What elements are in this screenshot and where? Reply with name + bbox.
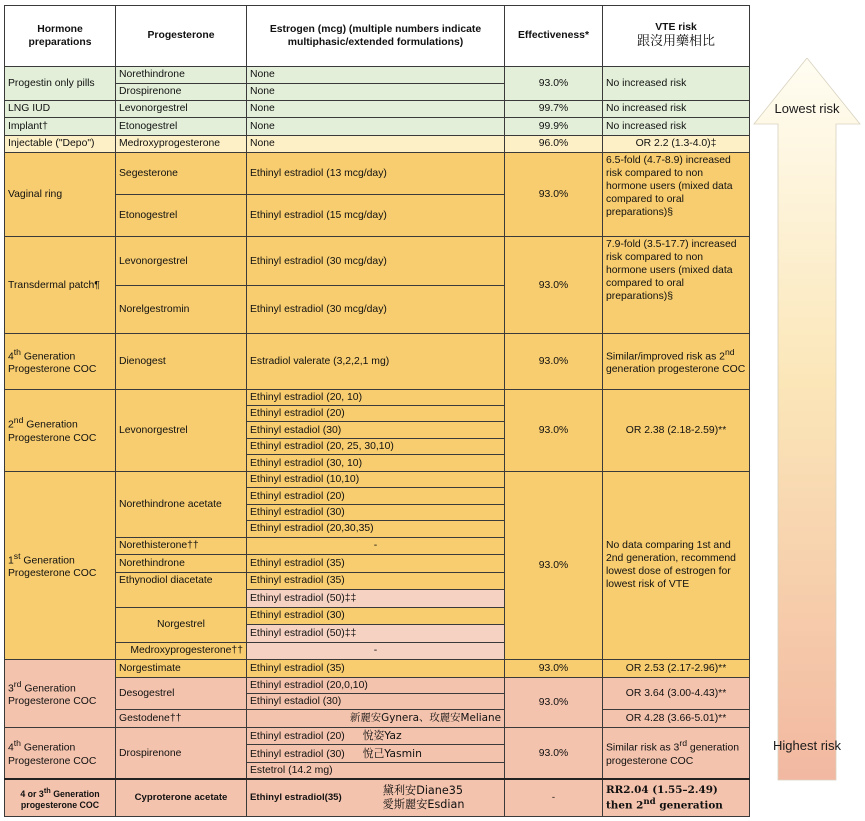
gen-suffix: st — [13, 550, 21, 561]
header-preparations: Hormone preparations — [5, 6, 116, 67]
est-cell: Ethinyl estradiol (10,10) — [247, 471, 505, 487]
est-cell: Estradiol valerate (3,2,2,1 mg) — [247, 334, 505, 390]
est-cell: Ethinyl estradiol (50)‡‡ — [247, 625, 505, 642]
gen-suffix: rd — [13, 678, 22, 689]
gen-number: 1 — [8, 555, 14, 567]
vte-cell: No increased risk — [603, 118, 750, 135]
prog-cell: Segesterone — [116, 153, 247, 195]
gen-label: Generation Progesterone COC — [8, 742, 97, 767]
est-cell: Ethinyl estradiol (50)‡‡ — [247, 590, 505, 607]
vte-cell: 7.9-fold (3.5-17.7) increased risk compared to non hormone users (mixed data compared to oral preparations)§ — [603, 237, 750, 334]
est-text: Ethinyl estradiol (30) — [250, 748, 345, 760]
prog-cell: Levonorgestrel — [116, 100, 247, 117]
prep-cell — [5, 660, 116, 728]
est-cell: Ethinyl estradiol (20,0,10) — [247, 677, 505, 693]
lowest-risk-label: Lowest risk — [774, 101, 840, 116]
prog-cell: Norethindrone — [116, 66, 247, 83]
prep-cell — [5, 727, 116, 779]
contraception-vte-table — [4, 5, 750, 817]
prog-cell: Cyproterone acetate — [116, 779, 247, 816]
prog-cell: Norethindrone — [116, 555, 247, 572]
prog-cell: Drospirenone — [116, 727, 247, 779]
prog-cell: Drospirenone — [116, 84, 247, 100]
eff-cell: 96.0% — [505, 135, 603, 152]
gen-suffix: nd — [13, 415, 24, 426]
vte-cell — [603, 727, 750, 779]
est-cell: Ethinyl estradiol (30) — [247, 504, 505, 520]
arrow-shape — [754, 58, 860, 780]
prep-cell — [5, 389, 116, 471]
vte-cell: No increased risk — [603, 66, 750, 100]
prep-cell — [5, 779, 116, 816]
table-row — [5, 660, 750, 677]
vte-text: then 2 — [606, 799, 644, 812]
vte-cell: OR 2.38 (2.18-2.59)** — [603, 389, 750, 471]
header-vte — [603, 6, 750, 67]
prog-cell: Norgestimate — [116, 660, 247, 677]
header-vte-note: 跟沒用藥相比 — [636, 34, 715, 50]
vte-suffix: nd — [724, 346, 735, 357]
prep-cell: Transdermal patch¶ — [5, 237, 116, 334]
est-text: Ethinyl estradiol (20) — [250, 731, 345, 743]
prep-cell: Implant† — [5, 118, 116, 135]
header-effectiveness: Effectiveness* — [505, 6, 603, 67]
est-cell: None — [247, 66, 505, 83]
prog-cell: Levonorgestrel — [116, 389, 247, 471]
gen-number: 4 — [8, 742, 14, 754]
vte-cell — [603, 334, 750, 390]
est-cell: Ethinyl estradiol (20,30,35) — [247, 521, 505, 537]
gen-number: 4 — [8, 351, 14, 363]
prog-cell: Norelgestromin — [116, 285, 247, 333]
gen-label: Generation Progesterone COC — [8, 419, 97, 444]
table-row — [5, 389, 750, 405]
prog-cell: Desogestrel — [116, 677, 247, 710]
est-cell — [247, 745, 505, 762]
est-cell: Ethinyl estradiol (30) — [247, 607, 505, 624]
gen-number: 2 — [8, 419, 14, 431]
table-row — [5, 237, 750, 285]
est-cell: Ethinyl estradiol (35) — [247, 555, 505, 572]
table-row — [5, 471, 750, 487]
gen-label: Generation Progesterone COC — [8, 351, 97, 376]
est-cell: Ethinyl estradiol (13 mcg/day) — [247, 153, 505, 195]
eff-cell: 93.0% — [505, 66, 603, 100]
est-cell: None — [247, 118, 505, 135]
est-cell: None — [247, 135, 505, 152]
gen-label: Generation progesterone COC — [20, 788, 100, 810]
prep-cell: Vaginal ring — [5, 153, 116, 237]
vte-text — [606, 797, 746, 812]
prog-cell: Levonorgestrel — [116, 237, 247, 285]
est-cell: Ethinyl estadiol (30) — [247, 422, 505, 438]
eff-cell: 93.0% — [505, 660, 603, 677]
risk-gradient-arrow — [752, 58, 862, 788]
prog-cell: Medroxyprogesterone†† — [116, 642, 247, 659]
est-cell: Ethinyl estradiol (35) — [247, 660, 505, 677]
vte-text: Similar risk as 3 — [606, 742, 680, 754]
table-row — [5, 135, 750, 152]
vte-cell: OR 3.64 (3.00-4.43)** — [603, 677, 750, 710]
cpa-estrogen-layout — [250, 781, 501, 815]
eff-cell: 93.0% — [505, 389, 603, 471]
gen-suffix: th — [13, 738, 22, 749]
table-row — [5, 66, 750, 83]
prog-cell: Etonogestrel — [116, 195, 247, 237]
prog-cell: Norgestrel — [116, 607, 247, 642]
est-cell — [247, 727, 505, 744]
vte-cell: OR 4.28 (3.66-5.01)** — [603, 710, 750, 727]
prog-cell: Ethynodiol diacetate — [116, 572, 247, 607]
est-cell: Ethinyl estadiol (30) — [247, 693, 505, 709]
vte-cell: No increased risk — [603, 100, 750, 117]
eff-cell: 93.0% — [505, 237, 603, 334]
vte-text: generation progesterone COC — [606, 742, 740, 767]
prog-cell: Gestodene†† — [116, 710, 247, 727]
header-progesterone: Progesterone — [116, 6, 247, 67]
prep-cell: LNG IUD — [5, 100, 116, 117]
vte-text: generation — [655, 799, 723, 812]
est-cell: Ethinyl estradiol (20, 25, 30,10) — [247, 438, 505, 454]
brand-note: 悅姿Yaz — [362, 729, 402, 743]
vte-cell — [603, 779, 750, 816]
eff-cell: 99.9% — [505, 118, 603, 135]
est-cell: Ethinyl estradiol (35) — [247, 572, 505, 589]
gen-number: 3 — [8, 683, 14, 695]
brand-notes — [383, 781, 501, 815]
eff-cell: 93.0% — [505, 677, 603, 727]
est-text: Ethinyl estradiol(35) — [250, 792, 342, 804]
vte-cell: 6.5-fold (4.7-8.9) increased risk compared to non hormone users (mixed data compared to oral preparations)§ — [603, 153, 750, 237]
est-cell: None — [247, 84, 505, 100]
header-vte-label: VTE risk — [655, 22, 697, 34]
prog-cell: Etonogestrel — [116, 118, 247, 135]
eff-cell: 93.0% — [505, 153, 603, 237]
est-cell: - — [247, 642, 505, 659]
gen-suffix: th — [13, 346, 22, 357]
brand-note: 黛利安Diane35 — [382, 784, 463, 798]
header-estrogen: Estrogen (mcg) (multiple numbers indicate multiphasic/extended formulations) — [247, 6, 505, 67]
table-row — [5, 118, 750, 135]
vte-text: generation progesterone COC — [606, 364, 746, 376]
table-row — [5, 334, 750, 390]
brand-note: 悅己Yasmin — [362, 746, 423, 760]
table-row — [5, 710, 750, 727]
table-row — [5, 100, 750, 117]
est-cell: Ethinyl estradiol (30, 10) — [247, 455, 505, 471]
gen-number: 4 or 3 — [20, 788, 44, 799]
est-cell — [247, 779, 505, 816]
prog-cell: Norethisterone†† — [116, 537, 247, 554]
table-row — [5, 727, 750, 744]
est-cell: None — [247, 100, 505, 117]
est-cell: - — [247, 537, 505, 554]
est-cell: 新麗安Gynera、玫麗安Meliane — [247, 710, 505, 727]
est-cell: Estetrol (14.2 mg) — [247, 762, 505, 779]
prep-cell: Injectable ("Depo") — [5, 135, 116, 152]
gen-suffix: th — [43, 785, 51, 795]
brand-note: 愛斯麗安Esdian — [382, 798, 465, 812]
est-cell: Ethinyl estradiol (30 mcg/day) — [247, 237, 505, 285]
prep-cell — [5, 471, 116, 659]
eff-cell: 99.7% — [505, 100, 603, 117]
est-cell: Ethinyl estradiol (30 mcg/day) — [247, 285, 505, 333]
prog-cell: Dienogest — [116, 334, 247, 390]
est-cell: Ethinyl estradiol (20) — [247, 488, 505, 504]
gen-label: Generation Progesterone COC — [8, 555, 97, 580]
vte-text: RR2.04 (1.55–2.49) — [606, 783, 718, 796]
est-cell: Ethinyl estradiol (20) — [247, 406, 505, 422]
header-row — [5, 6, 750, 67]
eff-cell: 93.0% — [505, 727, 603, 779]
eff-cell: - — [505, 779, 603, 816]
eff-cell: 93.0% — [505, 471, 603, 659]
highest-risk-label: Highest risk — [773, 738, 841, 753]
prep-cell — [5, 334, 116, 390]
table-row — [5, 779, 750, 816]
prog-cell: Medroxyprogesterone — [116, 135, 247, 152]
eff-cell: 93.0% — [505, 334, 603, 390]
table-row — [5, 677, 750, 693]
vte-suffix: rd — [679, 738, 688, 749]
vte-cell: OR 2.53 (2.17-2.96)** — [603, 660, 750, 677]
vte-text: Similar/improved risk as 2 — [606, 351, 725, 363]
gen-label: Generation Progesterone COC — [8, 683, 97, 708]
est-cell: Ethinyl estradiol (15 mcg/day) — [247, 195, 505, 237]
vte-cell: OR 2.2 (1.3-4.0)‡ — [603, 135, 750, 152]
prog-cell: Norethindrone acetate — [116, 471, 247, 537]
vte-suffix: nd — [643, 796, 656, 807]
vte-cell: No data comparing 1st and 2nd generation, recommend lowest dose of estrogen for lowest risk of VTE — [603, 471, 750, 659]
est-cell: Ethinyl estradiol (20, 10) — [247, 389, 505, 405]
table-row — [5, 153, 750, 195]
prep-cell: Progestin only pills — [5, 66, 116, 100]
